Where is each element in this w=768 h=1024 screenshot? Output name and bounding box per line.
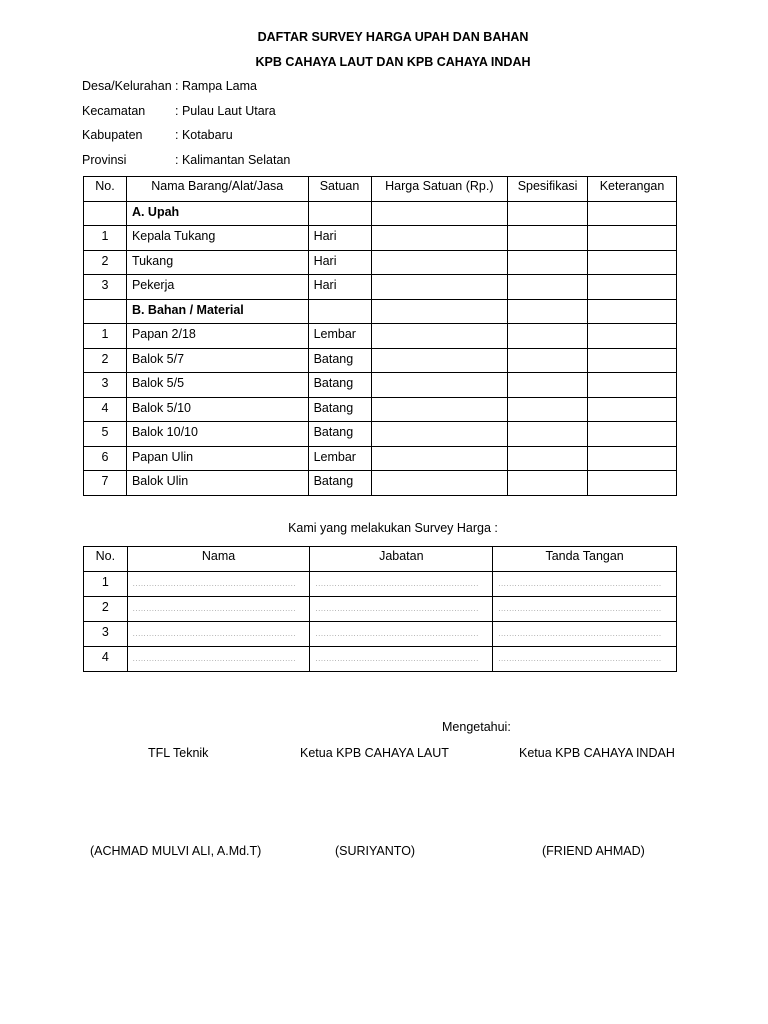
table-row — [84, 275, 677, 300]
cell-no: 4 — [84, 647, 128, 672]
dotted-line: ............................................................ — [315, 604, 479, 613]
dotted-line: ............................................................ — [132, 604, 297, 613]
cell-note[interactable] — [588, 299, 677, 324]
table-row — [84, 250, 677, 275]
table-row — [84, 647, 677, 672]
cell-spec[interactable] — [508, 226, 588, 251]
cell-unit: Lembar — [308, 324, 371, 349]
dotted-line: ............................................................ — [498, 654, 662, 663]
cell-price[interactable] — [371, 250, 508, 275]
info-provinsi — [82, 153, 290, 167]
table-row — [84, 373, 677, 398]
info-label: Kecamatan — [82, 104, 146, 118]
dotted-line: ............................................................ — [132, 629, 297, 638]
cell-unit: Batang — [308, 348, 371, 373]
cell-note[interactable] — [588, 422, 677, 447]
cell-no — [84, 201, 127, 226]
signature-field[interactable] — [493, 597, 677, 622]
cell-no — [84, 299, 127, 324]
col-header-nama: Nama — [127, 547, 310, 572]
cell-note[interactable] — [588, 373, 677, 398]
col-header-satuan: Satuan — [308, 177, 371, 202]
table-row — [84, 348, 677, 373]
cell-no: 1 — [84, 226, 127, 251]
info-value: : Kotabaru — [175, 128, 233, 142]
cell-spec[interactable] — [508, 397, 588, 422]
info-kabupaten — [82, 128, 233, 142]
cell-note[interactable] — [588, 397, 677, 422]
cell-spec[interactable] — [508, 275, 588, 300]
cell-unit: Hari — [308, 226, 371, 251]
position-field[interactable] — [310, 647, 493, 672]
cell-name: Tukang — [126, 250, 308, 275]
document-title: DAFTAR SURVEY HARGA UPAH DAN BAHAN — [257, 30, 529, 44]
col-header-jabatan: Jabatan — [310, 547, 493, 572]
cell-price[interactable] — [371, 299, 508, 324]
table-header-row — [84, 547, 677, 572]
col-header-tanda-tangan: Tanda Tangan — [493, 547, 677, 572]
cell-unit — [308, 201, 371, 226]
cell-note[interactable] — [588, 226, 677, 251]
cell-name: Balok Ulin — [126, 471, 308, 496]
cell-name: B. Bahan / Material — [126, 299, 308, 324]
cell-price[interactable] — [371, 422, 508, 447]
name-field[interactable] — [127, 572, 310, 597]
cell-no: 6 — [84, 446, 127, 471]
table-row — [84, 446, 677, 471]
table-row — [84, 597, 677, 622]
surveyors-table — [83, 546, 677, 672]
cell-unit: Lembar — [308, 446, 371, 471]
position-field[interactable] — [310, 572, 493, 597]
cell-price[interactable] — [371, 446, 508, 471]
info-desa — [82, 79, 257, 93]
cell-no: 3 — [84, 373, 127, 398]
cell-spec[interactable] — [508, 299, 588, 324]
section-row — [84, 201, 677, 226]
cell-price[interactable] — [371, 471, 508, 496]
cell-unit — [308, 299, 371, 324]
signer-role-tfl: TFL Teknik — [148, 746, 209, 760]
cell-spec[interactable] — [508, 422, 588, 447]
info-label: Desa/Kelurahan — [82, 79, 172, 93]
dotted-line: ............................................................ — [132, 579, 297, 588]
signer-name-cahaya-laut: (SURIYANTO) — [335, 844, 416, 858]
table-row — [84, 471, 677, 496]
section-row — [84, 299, 677, 324]
table-row — [84, 226, 677, 251]
dotted-line: ............................................................ — [498, 629, 662, 638]
table-row — [84, 324, 677, 349]
cell-note[interactable] — [588, 446, 677, 471]
cell-price[interactable] — [371, 348, 508, 373]
signer-name-cahaya-indah: (FRIEND AHMAD) — [542, 844, 645, 858]
cell-no: 4 — [84, 397, 127, 422]
cell-no: 3 — [84, 622, 128, 647]
info-value: : Rampa Lama — [175, 79, 257, 93]
cell-name: Balok 5/10 — [126, 397, 308, 422]
cell-price[interactable] — [371, 397, 508, 422]
table-row — [84, 572, 677, 597]
col-header-harga: Harga Satuan (Rp.) — [371, 177, 508, 202]
position-field[interactable] — [310, 622, 493, 647]
name-field[interactable] — [127, 597, 310, 622]
cell-spec[interactable] — [508, 471, 588, 496]
info-label: Provinsi — [82, 153, 127, 167]
cell-no: 2 — [84, 597, 128, 622]
cell-spec[interactable] — [508, 373, 588, 398]
col-header-spesifikasi: Spesifikasi — [508, 177, 588, 202]
cell-price[interactable] — [371, 373, 508, 398]
cell-no: 5 — [84, 422, 127, 447]
cell-note[interactable] — [588, 348, 677, 373]
cell-name: Papan 2/18 — [126, 324, 308, 349]
cell-note[interactable] — [588, 471, 677, 496]
cell-name: Kepala Tukang — [126, 226, 308, 251]
table-row — [84, 622, 677, 647]
cell-spec[interactable] — [508, 201, 588, 226]
name-field[interactable] — [127, 647, 310, 672]
dotted-line: ............................................................ — [315, 579, 479, 588]
cell-unit: Hari — [308, 250, 371, 275]
table-header-row — [84, 177, 677, 202]
dotted-line: ............................................................ — [315, 654, 479, 663]
cell-price[interactable] — [371, 275, 508, 300]
signer-role-cahaya-laut: Ketua KPB CAHAYA LAUT — [300, 746, 449, 760]
cell-name: Balok 5/5 — [126, 373, 308, 398]
dotted-line: ............................................................ — [132, 654, 297, 663]
table-row — [84, 422, 677, 447]
cell-note[interactable] — [588, 250, 677, 275]
cell-unit: Batang — [308, 373, 371, 398]
cell-unit: Hari — [308, 275, 371, 300]
dotted-line: ............................................................ — [315, 629, 479, 638]
signature-field[interactable] — [493, 572, 677, 597]
signer-role-cahaya-indah: Ketua KPB CAHAYA INDAH — [519, 746, 675, 760]
info-kecamatan — [82, 104, 276, 118]
cell-note[interactable] — [588, 201, 677, 226]
cell-name: Pekerja — [126, 275, 308, 300]
cell-price[interactable] — [371, 226, 508, 251]
cell-name: Balok 10/10 — [126, 422, 308, 447]
price-survey-table — [83, 176, 677, 496]
cell-no: 2 — [84, 250, 127, 275]
cell-name: Balok 5/7 — [126, 348, 308, 373]
signature-field[interactable] — [493, 647, 677, 672]
cell-unit: Batang — [308, 471, 371, 496]
dotted-line: ............................................................ — [498, 604, 662, 613]
cell-price[interactable] — [371, 201, 508, 226]
cell-note[interactable] — [588, 324, 677, 349]
cell-name: A. Upah — [126, 201, 308, 226]
signer-name-tfl: (ACHMAD MULVI ALI, A.Md.T) — [90, 844, 262, 858]
cell-no: 1 — [84, 324, 127, 349]
cell-note[interactable] — [588, 275, 677, 300]
cell-unit: Batang — [308, 397, 371, 422]
acknowledged-label: Mengetahui: — [442, 720, 511, 734]
cell-price[interactable] — [371, 324, 508, 349]
cell-no: 2 — [84, 348, 127, 373]
cell-no: 7 — [84, 471, 127, 496]
col-header-no: No. — [84, 177, 127, 202]
document-subtitle: KPB CAHAYA LAUT DAN KPB CAHAYA INDAH — [255, 55, 531, 69]
cell-no: 1 — [84, 572, 128, 597]
col-header-no: No. — [84, 547, 128, 572]
col-header-nama: Nama Barang/Alat/Jasa — [126, 177, 308, 202]
cell-spec[interactable] — [508, 250, 588, 275]
info-label: Kabupaten — [82, 128, 143, 142]
cell-no: 3 — [84, 275, 127, 300]
survey-caption: Kami yang melakukan Survey Harga : — [288, 521, 498, 535]
cell-unit: Batang — [308, 422, 371, 447]
cell-spec[interactable] — [508, 446, 588, 471]
table-row — [84, 397, 677, 422]
position-field[interactable] — [310, 597, 493, 622]
info-value: : Pulau Laut Utara — [175, 104, 276, 118]
cell-spec[interactable] — [508, 324, 588, 349]
cell-name: Papan Ulin — [126, 446, 308, 471]
signature-field[interactable] — [493, 622, 677, 647]
cell-spec[interactable] — [508, 348, 588, 373]
info-value: : Kalimantan Selatan — [175, 153, 291, 167]
col-header-keterangan: Keterangan — [588, 177, 677, 202]
name-field[interactable] — [127, 622, 310, 647]
dotted-line: ............................................................ — [498, 579, 662, 588]
